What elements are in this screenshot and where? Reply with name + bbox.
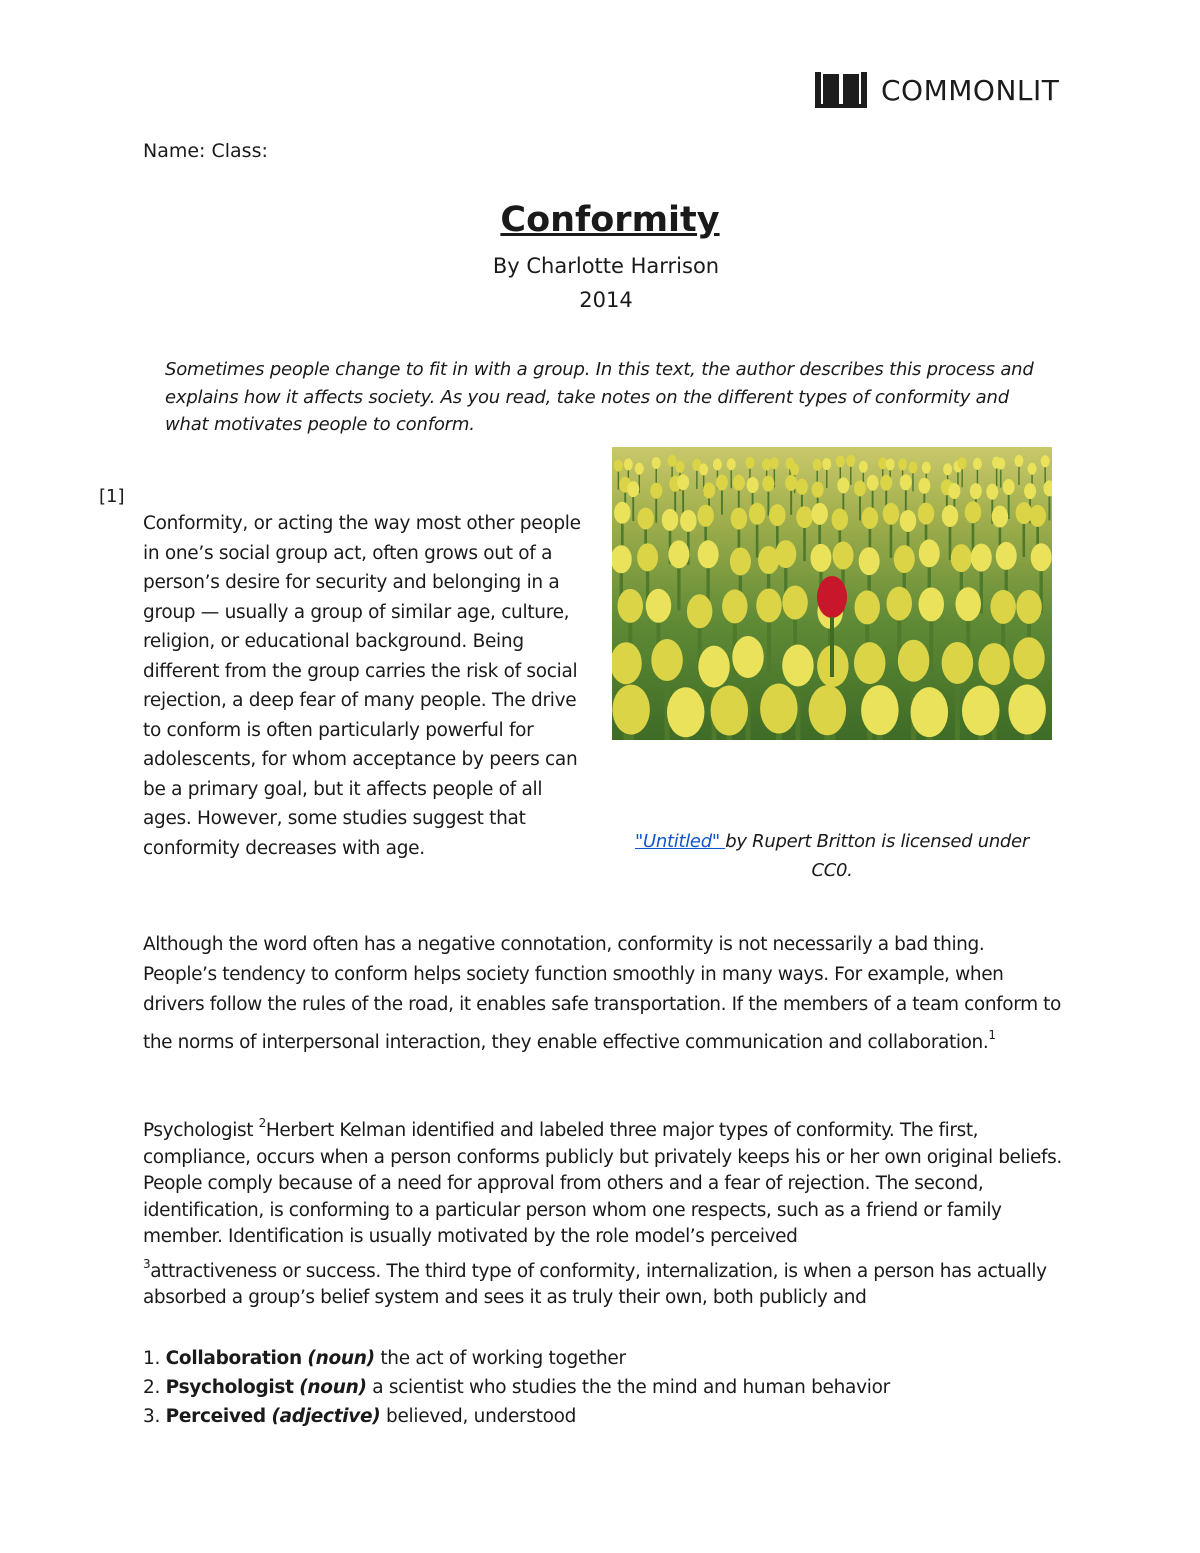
vocab-definition: believed, understood <box>380 1406 577 1427</box>
paragraph-3-start: Psychologist <box>143 1120 259 1141</box>
vocab-term: Psychologist <box>165 1377 294 1398</box>
vocab-part-of-speech: (noun) <box>299 1377 367 1398</box>
vocab-definition: a scientist who studies the the mind and human behavior <box>366 1377 890 1398</box>
vocab-part-of-speech: (adjective) <box>271 1406 381 1427</box>
vocab-number: 1. <box>143 1348 166 1369</box>
document-title: Conformity <box>500 200 720 240</box>
vocabulary-list <box>143 1344 1063 1431</box>
name-class-line: Name: Class: <box>143 140 268 162</box>
vocab-item <box>143 1402 1063 1431</box>
byline: By Charlotte Harrison <box>492 254 720 278</box>
vocab-part-of-speech: (noun) <box>307 1348 375 1369</box>
vocab-item <box>143 1344 1063 1373</box>
vocab-item <box>143 1373 1063 1402</box>
vocab-term: Collaboration <box>165 1348 302 1369</box>
logo-text: COMMONLIT <box>881 73 1060 107</box>
paragraph-2 <box>143 930 1063 1058</box>
paragraph-2-text: Although the word often has a negative connotation, conformity is not necessarily a bad thing. People’s tendency to conform helps society function smoothly in many ways. For example, when drivers follow the rules of the road, it enables safe transportation. If the members of a team conform to the norms of interpersonal interaction, they enable effective communication and collaboration. <box>143 934 1061 1053</box>
paragraph-3-middle: Herbert Kelman identified and labeled three major types of conformity. The first, compliance, occurs when a person conforms publicly but privately keeps his or her own original beliefs. People comply because of a need for approval from others and a fear of rejection. The second, identification, is conforming to a particular person whom one respects, such as a friend or family member. Identification is usually motivated by the role model’s perceived <box>143 1120 1062 1247</box>
paragraph-number: [1] <box>99 486 125 507</box>
book-icon <box>813 70 869 110</box>
vocab-number: 2. <box>143 1377 166 1398</box>
footnote-marker-3: 3 <box>143 1256 151 1271</box>
image-caption <box>612 827 1052 885</box>
commonlit-logo <box>813 70 1059 110</box>
paragraph-3 <box>143 1110 1073 1312</box>
vocab-term: Perceived <box>165 1406 266 1427</box>
image-source-link[interactable]: "Untitled" <box>635 831 726 852</box>
vocab-definition: the act of working together <box>374 1348 626 1369</box>
footnote-marker-2: 2 <box>258 1116 266 1130</box>
vocab-number: 3. <box>143 1406 166 1427</box>
paragraph-1: Conformity, or acting the way most other people in one’s social group act, often grows out of a person’s desire for security and belonging in a group — usually a group of similar age, culture, religion, or educational background. Being different from the group carries the risk of social rejection, a deep fear of many people. The drive to conform is often particularly powerful for adolescents, for whom acceptance by peers can be a primary goal, but it affects people of all ages. However, some studies suggest that conformity decreases with age. <box>143 513 581 859</box>
footnote-marker-1: 1 <box>988 1028 996 1042</box>
tulip-field-photo <box>612 447 1052 740</box>
publication-year: 2014 <box>579 288 633 312</box>
paragraph-3-end: attractiveness or success. The third type of conformity, internalization, is when a person has actually absorbed a group’s belief system and sees it as truly their own, both publicly and <box>143 1260 1047 1308</box>
caption-text: by Rupert Britton is licensed under CC0. <box>725 831 1029 881</box>
intro-text: Sometimes people change to fit in with a group. In this text, the author describes this process and explains how it affects society. As you read, take notes on the different types of conformity and what motivates people to conform. <box>165 359 1034 435</box>
